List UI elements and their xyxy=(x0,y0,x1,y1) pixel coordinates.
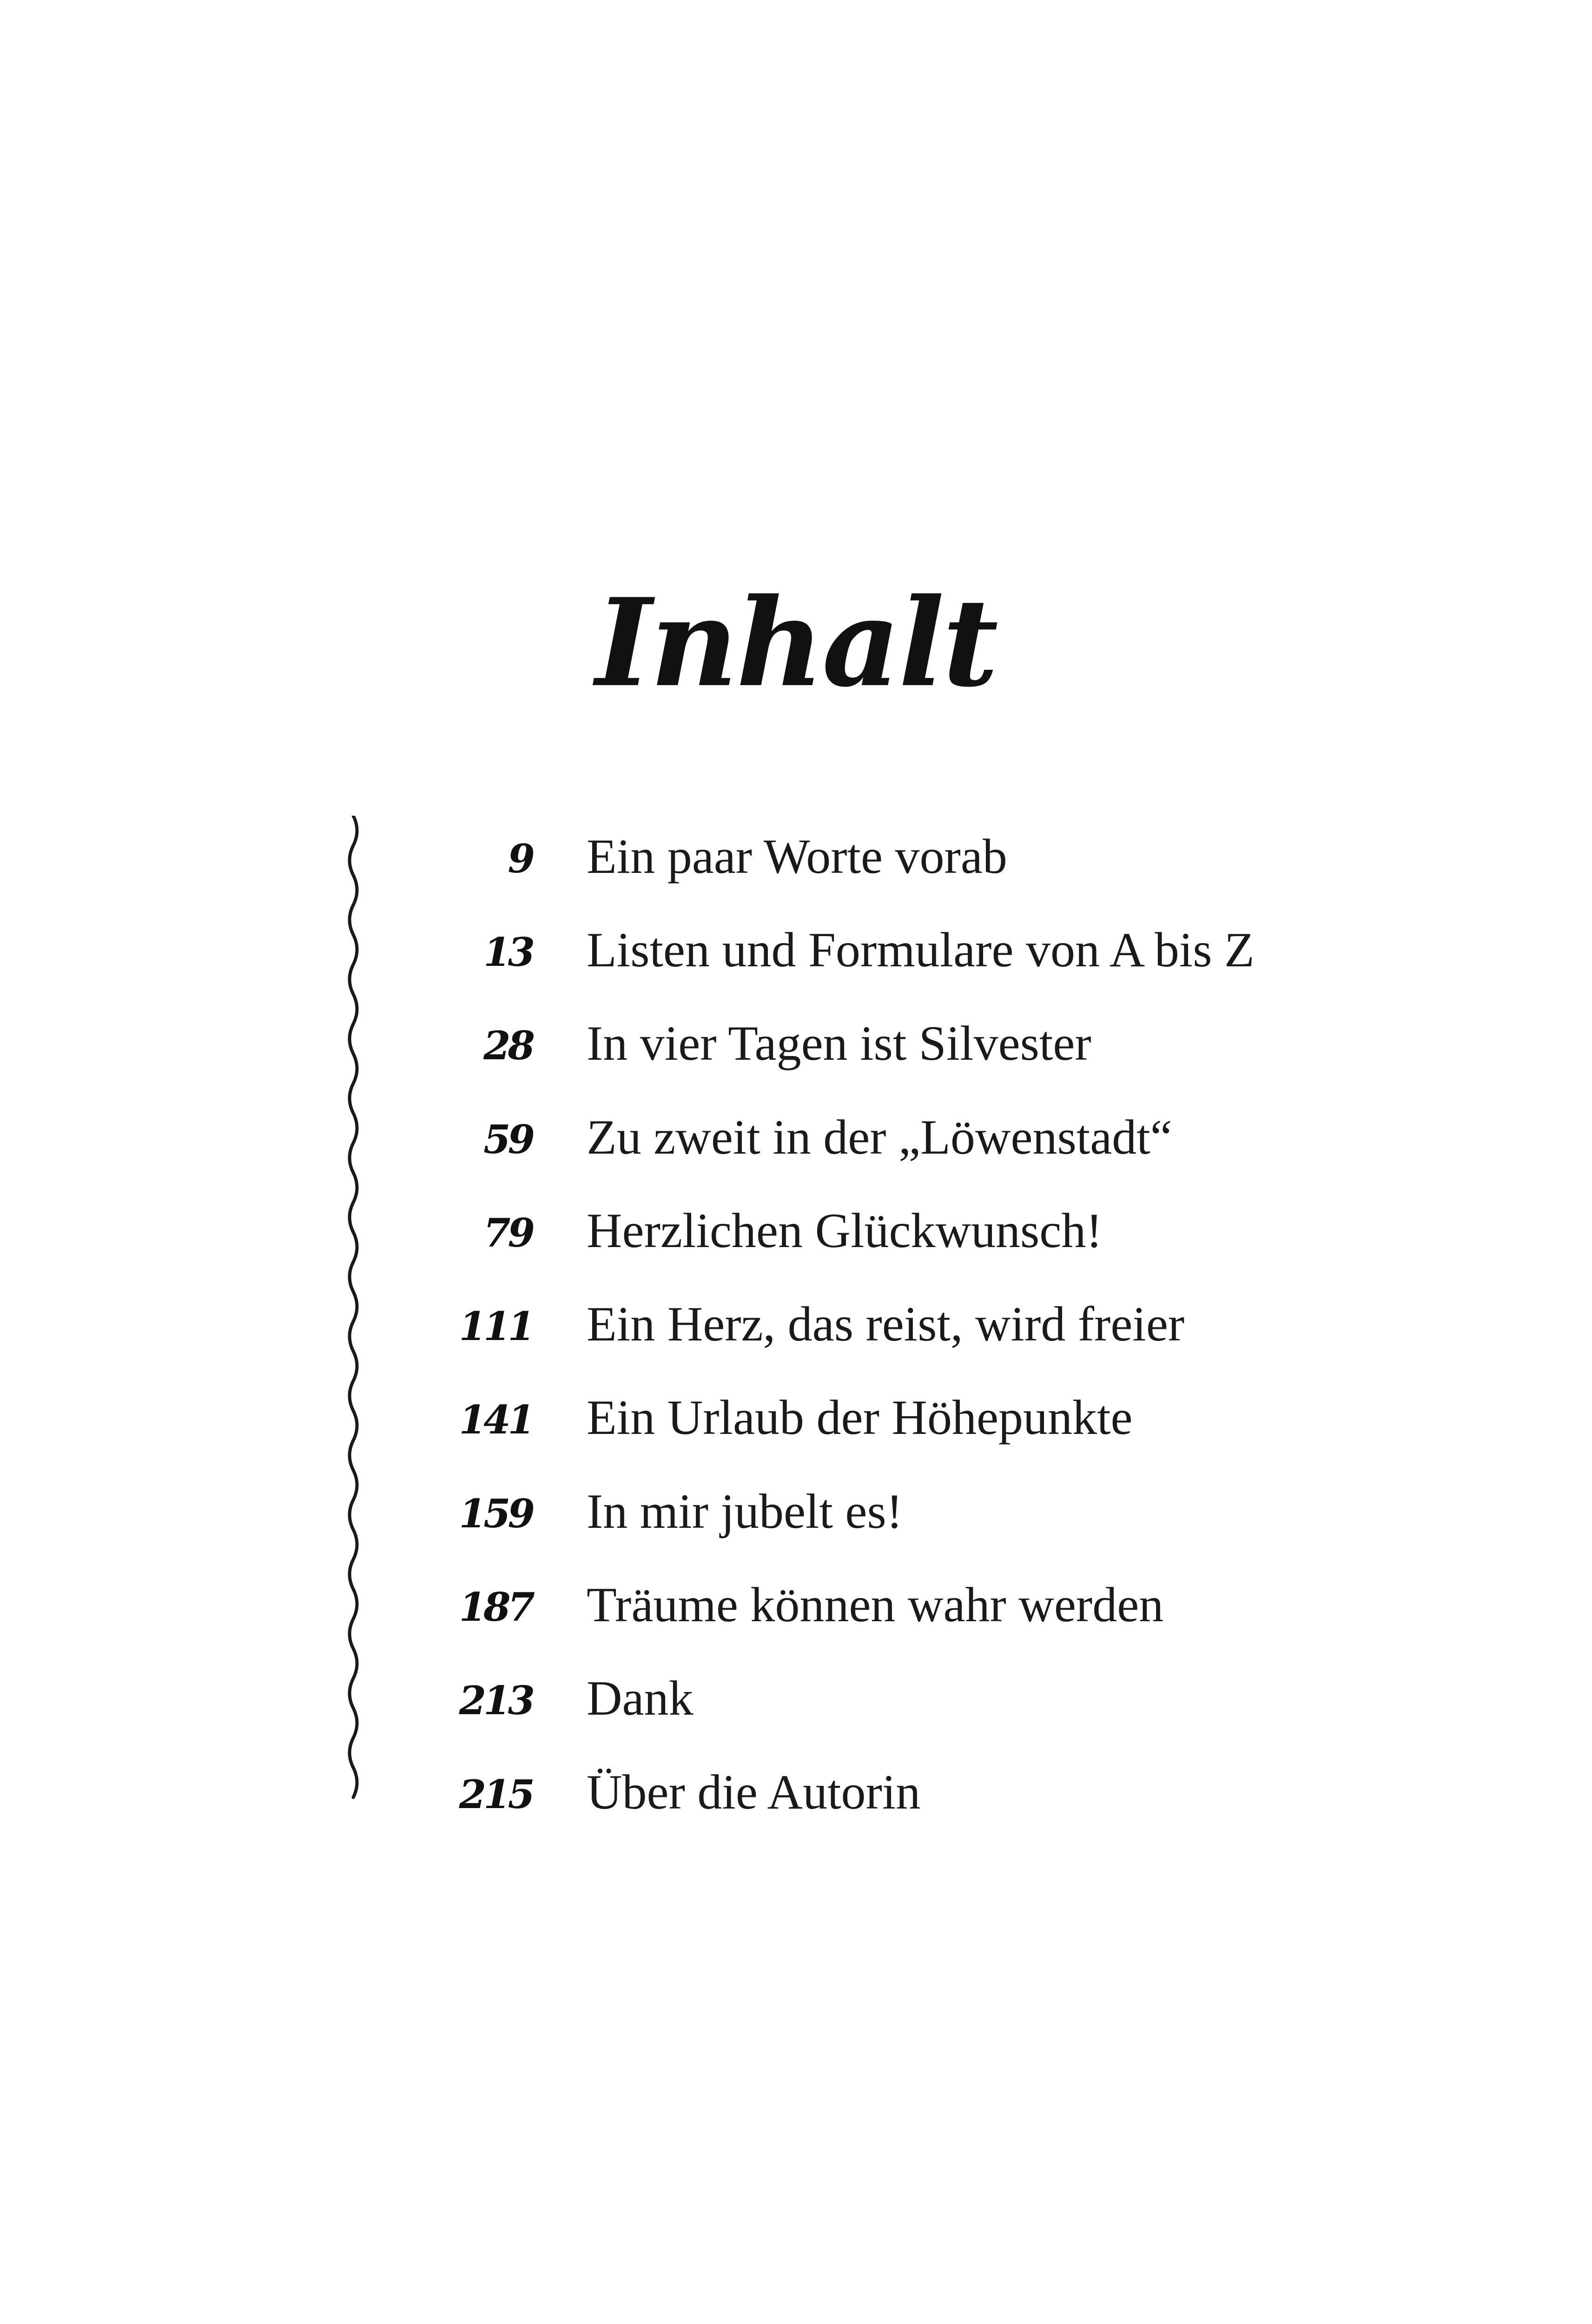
toc-page-number: 159 xyxy=(459,1491,532,1537)
toc-page-number: 141 xyxy=(459,1397,532,1443)
toc-entry[interactable] xyxy=(0,1272,1592,1351)
toc-page-number: 59 xyxy=(483,1116,532,1162)
toc-page-number: 28 xyxy=(483,1023,532,1069)
toc-entry[interactable] xyxy=(0,804,1592,884)
toc-page-number: 187 xyxy=(459,1584,532,1630)
toc-page-number: 215 xyxy=(459,1771,532,1817)
toc-entry[interactable] xyxy=(0,1740,1592,1819)
toc-chapter-title: Träume können wahr werden xyxy=(587,1578,1164,1632)
toc-entry[interactable] xyxy=(0,898,1592,977)
toc-chapter-title: Ein paar Worte vorab xyxy=(587,829,1007,884)
toc-entry[interactable] xyxy=(0,1646,1592,1725)
toc-entry[interactable] xyxy=(0,1552,1592,1632)
toc-entry[interactable] xyxy=(0,1178,1592,1258)
toc-chapter-title: Ein Urlaub der Höhepunkte xyxy=(587,1390,1133,1445)
toc-chapter-title: Zu zweit in der „Löwenstadt“ xyxy=(587,1110,1172,1164)
toc-page-number: 9 xyxy=(508,836,532,882)
toc-chapter-title: Herzlichen Glückwunsch! xyxy=(587,1203,1103,1258)
page-title: Inhalt xyxy=(595,572,997,714)
toc-entry[interactable] xyxy=(0,1459,1592,1538)
toc-chapter-title: In mir jubelt es! xyxy=(587,1484,903,1538)
toc-entry[interactable] xyxy=(0,1365,1592,1445)
toc-chapter-title: Dank xyxy=(587,1671,694,1725)
toc-chapter-title: Listen und Formulare von A bis Z xyxy=(587,923,1255,977)
toc-chapter-title: Ein Herz, das reist, wird freier xyxy=(587,1297,1185,1351)
toc-page-number: 79 xyxy=(483,1210,532,1256)
toc-page-number: 13 xyxy=(483,929,532,975)
toc-entry[interactable] xyxy=(0,991,1592,1070)
toc-chapter-title: In vier Tagen ist Silvester xyxy=(587,1016,1091,1070)
toc-page-number: 213 xyxy=(459,1677,532,1723)
toc-page-number: 111 xyxy=(459,1303,532,1349)
toc-entry[interactable] xyxy=(0,1085,1592,1164)
toc-chapter-title: Über die Autorin xyxy=(587,1765,921,1819)
